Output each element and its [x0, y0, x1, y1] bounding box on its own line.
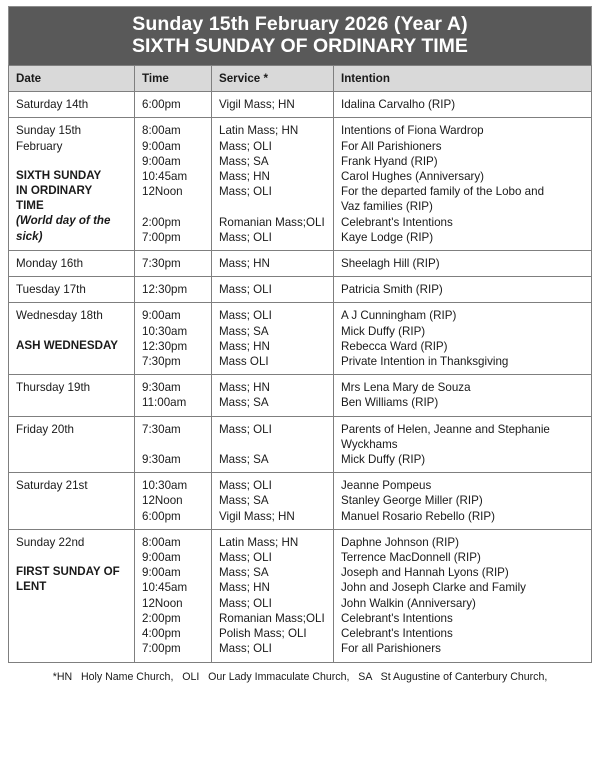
time-text [142, 199, 205, 214]
service-text: Mass; OLI [219, 422, 272, 436]
time-text: 10:45am [142, 170, 188, 184]
time-text: 4:00pm [142, 627, 181, 641]
intention-text: Private Intention in Thanksgiving [341, 355, 509, 369]
feast-title-text: FIRST SUNDAY OF [16, 565, 120, 579]
service-text: Mass; HN [219, 339, 270, 353]
column-header-intention: Intention [334, 66, 592, 92]
time-cell [135, 251, 212, 277]
date-cell [9, 416, 135, 473]
intention-text: Daphne Johnson (RIP) [341, 535, 459, 549]
intention-cell [334, 251, 592, 277]
column-header-time: Time [135, 66, 212, 92]
intention-text: Ben Williams (RIP) [341, 396, 439, 410]
table-row [9, 473, 592, 530]
time-text: 7:00pm [142, 642, 181, 656]
title-line-date: Sunday 15th February 2026 (Year A) [132, 13, 468, 35]
date-cell [9, 303, 135, 375]
date-text: Wednesday 18th [16, 309, 103, 323]
time-text: 8:00am [142, 535, 181, 549]
time-text: 12Noon [142, 596, 183, 610]
time-text: 7:30pm [142, 257, 181, 271]
service-cell [212, 118, 334, 251]
time-text: 12:30pm [142, 339, 188, 353]
table-body [9, 92, 592, 662]
intention-text: Wyckhams [341, 437, 398, 451]
time-text: 12Noon [142, 494, 183, 508]
intention-text: Celebrant's Intentions [341, 215, 453, 229]
table-row [9, 375, 592, 416]
service-text: Mass; HN [219, 170, 270, 184]
service-text [219, 199, 327, 214]
date-cell [9, 251, 135, 277]
intention-text: Frank Hyand (RIP) [341, 154, 438, 168]
table-row [9, 92, 592, 118]
service-text: Romanian Mass;OLI [219, 611, 325, 625]
service-cell [212, 473, 334, 530]
service-text: Mass; OLI [219, 642, 272, 656]
intention-text: For all Parishioners [341, 642, 441, 656]
service-text: Mass; OLI [219, 185, 272, 199]
time-text: 9:00am [142, 309, 181, 323]
feast-title-text: IN ORDINARY [16, 184, 93, 198]
service-cell [212, 375, 334, 416]
intention-text: Patricia Smith (RIP) [341, 283, 443, 297]
intention-text: Jeanne Pompeus [341, 479, 432, 493]
service-text: Mass; OLI [219, 596, 272, 610]
intention-text: Mick Duffy (RIP) [341, 453, 426, 467]
intention-text: John Walkin (Anniversary) [341, 596, 476, 610]
intention-text: Sheelagh Hill (RIP) [341, 257, 440, 271]
time-text: 10:45am [142, 581, 188, 595]
service-text: Romanian Mass;OLI [219, 215, 325, 229]
intention-text: John and Joseph Clarke and Family [341, 581, 526, 595]
service-text: Mass; OLI [219, 139, 272, 153]
time-text: 7:30am [142, 422, 181, 436]
time-text [142, 437, 205, 452]
intention-text: Kaye Lodge (RIP) [341, 230, 434, 244]
time-text: 10:30am [142, 479, 188, 493]
table-row [9, 251, 592, 277]
service-text: Mass; HN [219, 581, 270, 595]
time-text: 9:00am [142, 154, 181, 168]
time-text: 9:30am [142, 453, 181, 467]
date-spacer [16, 550, 128, 564]
intention-cell [334, 375, 592, 416]
service-text: Polish Mass; OLI [219, 627, 307, 641]
table-row [9, 416, 592, 473]
intention-text: Terrence MacDonnell (RIP) [341, 551, 481, 565]
intention-cell [334, 473, 592, 530]
feast-title-text: ASH WEDNESDAY [16, 338, 118, 352]
time-cell [135, 473, 212, 530]
service-text: Mass; SA [219, 566, 269, 580]
time-cell [135, 303, 212, 375]
intention-text: Rebecca Ward (RIP) [341, 339, 448, 353]
service-text: Vigil Mass; HN [219, 509, 295, 523]
column-header-service: Service * [212, 66, 334, 92]
feast-title-text: SIXTH SUNDAY [16, 168, 102, 182]
time-cell [135, 92, 212, 118]
intention-cell [334, 92, 592, 118]
service-text: Vigil Mass; HN [219, 98, 295, 112]
service-text: Mass OLI [219, 355, 269, 369]
intention-text: Stanley George Miller (RIP) [341, 494, 483, 508]
service-cell [212, 303, 334, 375]
date-cell [9, 118, 135, 251]
intention-text: Manuel Rosario Rebello (RIP) [341, 509, 496, 523]
time-cell [135, 416, 212, 473]
service-text: Mass; SA [219, 324, 269, 338]
date-text: Sunday 22nd [16, 535, 85, 549]
intention-text: Celebrant's Intentions [341, 627, 453, 641]
title-line-feast: SIXTH SUNDAY OF ORDINARY TIME [132, 35, 468, 57]
service-text: Mass; SA [219, 154, 269, 168]
service-text: Mass; OLI [219, 309, 272, 323]
time-cell [135, 277, 212, 303]
feast-note-text: sick) [16, 229, 43, 243]
intention-cell [334, 303, 592, 375]
column-header-date: Date [9, 66, 135, 92]
service-cell [212, 529, 334, 662]
intention-text: For All Parishioners [341, 139, 442, 153]
service-text: Mass; HN [219, 381, 270, 395]
service-text: Mass; SA [219, 494, 269, 508]
intention-text: Joseph and Hannah Lyons (RIP) [341, 566, 509, 580]
service-cell [212, 251, 334, 277]
date-text: Thursday 19th [16, 381, 91, 395]
time-text: 9:30am [142, 381, 181, 395]
service-text: Latin Mass; HN [219, 124, 299, 138]
intention-text: Mick Duffy (RIP) [341, 324, 426, 338]
time-text: 12:30pm [142, 283, 188, 297]
date-cell [9, 529, 135, 662]
time-cell [135, 529, 212, 662]
date-text: Friday 20th [16, 422, 74, 436]
title-band [8, 6, 592, 65]
date-cell [9, 473, 135, 530]
time-cell [135, 375, 212, 416]
table-row [9, 303, 592, 375]
service-cell [212, 277, 334, 303]
time-text: 7:00pm [142, 230, 181, 244]
date-text: Saturday 21st [16, 479, 88, 493]
intention-text: For the departed family of the Lobo and [341, 185, 545, 199]
intention-text: Celebrant's Intentions [341, 611, 453, 625]
intention-text: Intentions of Fiona Wardrop [341, 124, 484, 138]
feast-title-text: LENT [16, 580, 47, 594]
date-cell [9, 92, 135, 118]
table-row [9, 277, 592, 303]
date-text: Sunday 15th [16, 124, 82, 138]
date-text: Tuesday 17th [16, 283, 86, 297]
date-text: February [16, 139, 63, 153]
service-cell [212, 416, 334, 473]
time-text: 9:00am [142, 551, 181, 565]
intention-cell [334, 529, 592, 662]
intention-text: Mrs Lena Mary de Souza [341, 381, 471, 395]
time-cell [135, 118, 212, 251]
service-text: Latin Mass; HN [219, 535, 299, 549]
time-text: 11:00am [142, 396, 187, 410]
date-spacer [16, 154, 128, 168]
intention-cell [334, 416, 592, 473]
date-text: Monday 16th [16, 257, 84, 271]
service-text: Mass; OLI [219, 479, 272, 493]
date-cell [9, 277, 135, 303]
service-text: Mass; OLI [219, 551, 272, 565]
table-header [9, 66, 592, 92]
intention-text: Idalina Carvalho (RIP) [341, 98, 456, 112]
feast-note-text: (World day of the [16, 214, 111, 228]
time-text: 8:00am [142, 124, 181, 138]
service-text: Mass; OLI [219, 230, 272, 244]
time-text: 9:00am [142, 566, 181, 580]
service-text: Mass; HN [219, 257, 270, 271]
time-text: 2:00pm [142, 215, 181, 229]
header-row [9, 66, 592, 92]
intention-text: Carol Hughes (Anniversary) [341, 170, 485, 184]
time-text: 12Noon [142, 185, 183, 199]
time-text: 10:30am [142, 324, 188, 338]
date-cell [9, 375, 135, 416]
schedule-table [8, 65, 592, 663]
table-row [9, 118, 592, 251]
time-text: 7:30pm [142, 355, 181, 369]
church-abbreviation-footnote: *HN Holy Name Church, OLI Our Lady Immaculate Church, SA St Augustine of Canterbury Church, [52, 670, 548, 683]
service-text [219, 437, 327, 452]
time-text: 6:00pm [142, 509, 181, 523]
date-spacer [16, 324, 128, 338]
time-text: 6:00pm [142, 98, 181, 112]
time-text: 2:00pm [142, 611, 181, 625]
feast-title-text: TIME [16, 199, 44, 213]
service-text: Mass; SA [219, 396, 269, 410]
intention-text: Vaz families (RIP) [341, 200, 433, 214]
table-row [9, 529, 592, 662]
service-cell [212, 92, 334, 118]
intention-cell [334, 118, 592, 251]
intention-text: Parents of Helen, Jeanne and Stephanie [341, 422, 550, 436]
date-text: Saturday 14th [16, 98, 89, 112]
time-text: 9:00am [142, 139, 181, 153]
service-text: Mass; SA [219, 453, 269, 467]
intention-text: A J Cunningham (RIP) [341, 309, 457, 323]
service-text: Mass; OLI [219, 283, 272, 297]
intention-cell [334, 277, 592, 303]
